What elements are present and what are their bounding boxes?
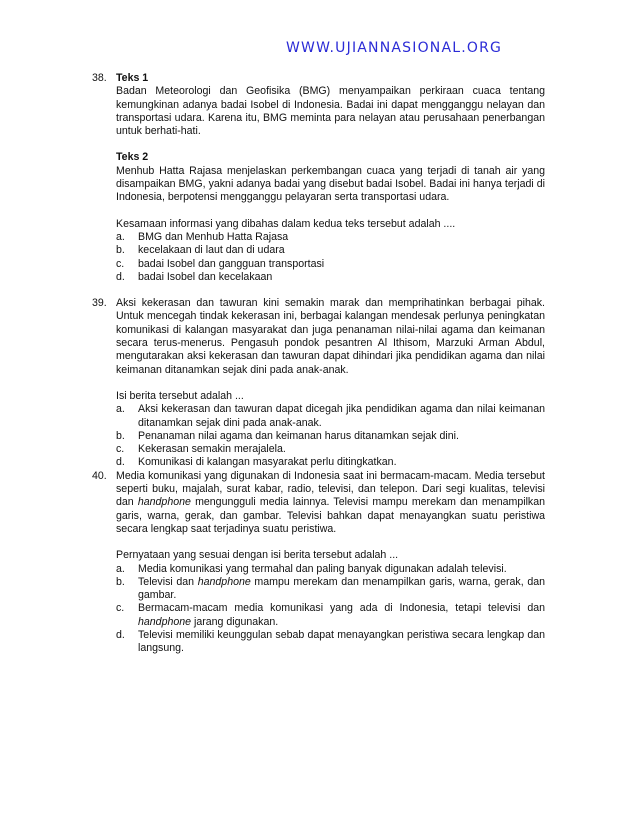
- question-text: Isi berita tersebut adalah ...: [116, 389, 244, 402]
- teks2-title: Teks 2: [116, 151, 149, 164]
- answer-options: [116, 403, 545, 469]
- news-body: [116, 470, 545, 536]
- option-text: Televisi memiliki keunggulan sebab dapat menayangkan peristiwa secara lengkap dan langsung.: [138, 628, 545, 655]
- option-text: Media komunikasi yang termahal dan paling banyak digunakan adalah televisi.: [138, 562, 507, 575]
- option-a[interactable]: [116, 403, 545, 430]
- option-letter: b.: [116, 244, 125, 257]
- site-url-header[interactable]: WWW.UJIANNASIONAL.ORG: [286, 40, 503, 56]
- question-number: 38.: [92, 72, 107, 84]
- option-letter: b.: [116, 429, 125, 442]
- question-39: [92, 297, 545, 470]
- option-d[interactable]: [116, 629, 545, 656]
- body-part2: mengungguli media lainnya. Televisi mampu merekam dan menampilkan garis, warna, gerak, dan gambar. Televisi bahkan dapat menayangkan suatu peristiwa secara lengkap saat terjadinya suatu peristiwa.: [116, 496, 545, 535]
- question-content: [92, 72, 545, 656]
- option-text: Penanaman nilai agama dan keimanan harus ditanamkan sejak dini.: [138, 429, 459, 442]
- question-text: Kesamaan informasi yang dibahas dalam kedua teks tersebut adalah ....: [116, 217, 456, 230]
- option-letter: d.: [116, 628, 125, 641]
- body-italic: handphone: [137, 496, 191, 509]
- teks2-body: Menhub Hatta Rajasa menjelaskan perkembangan cuaca yang terjadi di tanah air yang disampaikan BMG, yakni adanya badai yang disebut badai Isobel. Badai ini hanya terjadi di Indonesia, berpotensi mengganggu pelayaran serta transportasi udara.: [116, 164, 545, 204]
- option-text: Komunikasi di kalangan masyarakat perlu ditingkatkan.: [138, 456, 397, 469]
- option-text-post: jarang digunakan.: [191, 615, 279, 628]
- question-number: 39.: [92, 297, 107, 310]
- option-text-italic: handphone: [197, 575, 251, 588]
- option-text-pre: Televisi dan: [138, 575, 198, 588]
- option-d[interactable]: [116, 271, 545, 284]
- option-letter: a.: [116, 562, 125, 575]
- option-text: Aksi kekerasan dan tawuran dapat dicegah jika pendidikan agama dan nilai keimanan ditanamkan sejak dini pada anak-anak.: [138, 403, 545, 429]
- question-number: 40.: [92, 469, 107, 482]
- teks1-body: Badan Meteorologi dan Geofisika (BMG) menyampaikan perkiraan cuaca tentang kemungkinan adanya badai Isobel di Indonesia. Badai ini dapat mengganggu nelayan dan transportasi udara. Karena itu, BMG meminta para nelayan atau perusahaan penerbangan untuk berhati-hati.: [116, 85, 545, 138]
- option-letter: c.: [116, 257, 125, 270]
- option-text-pre: Bermacam-macam media komunikasi yang ada di Indonesia, tetapi televisi dan: [138, 602, 545, 615]
- option-d[interactable]: [116, 456, 545, 469]
- option-text-post: mampu merekam dan menampilkan garis, warna, gerak, dan gambar.: [138, 575, 545, 602]
- option-text: badai Isobel dan kecelakaan: [138, 270, 273, 283]
- option-c[interactable]: [116, 443, 545, 456]
- option-a[interactable]: [116, 231, 545, 244]
- option-letter: c.: [116, 443, 125, 456]
- option-c[interactable]: [116, 602, 545, 629]
- question-38: [92, 72, 545, 284]
- option-b[interactable]: [116, 576, 545, 603]
- option-text: badai Isobel dan gangguan transportasi: [138, 257, 325, 270]
- answer-options: [116, 231, 545, 284]
- option-letter: a.: [116, 230, 125, 243]
- option-letter: d.: [116, 456, 125, 469]
- answer-options: [116, 563, 545, 656]
- option-text-italic: handphone: [138, 615, 192, 628]
- question-40: [92, 470, 545, 656]
- option-text: Kekerasan semakin merajalela.: [138, 443, 286, 456]
- option-letter: d.: [116, 270, 125, 283]
- option-b[interactable]: [116, 244, 545, 257]
- option-letter: a.: [116, 403, 125, 416]
- teks1-title: Teks 1: [116, 72, 149, 84]
- option-letter: c.: [116, 602, 125, 615]
- option-a[interactable]: [116, 563, 545, 576]
- option-letter: b.: [116, 575, 125, 588]
- body-part1: Media komunikasi yang digunakan di Indonesia saat ini bermacam-macam. Media tersebut seperti buku, majalah, surat kabar, radio, televisi, dan telepon. Dari segi kualitas, televisi dan: [116, 469, 545, 509]
- option-text: kecelakaan di laut dan di udara: [138, 244, 285, 257]
- question-text: Pernyataan yang sesuai dengan isi berita tersebut adalah ...: [116, 549, 399, 562]
- option-b[interactable]: [116, 430, 545, 443]
- news-body: Aksi kekerasan dan tawuran kini semakin marak dan memprihatinkan berbagai pihak. Untuk mencegah tindak kekerasan ini, berbagai kalangan mendesak perlunya peningkatan komunikasi di kalangan masyarakat dan juga penanaman nilai-nilai agama dan keimanan secara terus-menerus. Pengasuh pondok pesantren Al Ithisom, Marzuki Arman Abdul, mengutarakan aksi kekerasan dan tawuran dapat dihindari jika pendidikan agama dan nilai keimanan ditanamkan sejak dini pada anak-anak.: [116, 297, 545, 376]
- option-c[interactable]: [116, 258, 545, 271]
- option-text: BMG dan Menhub Hatta Rajasa: [138, 230, 289, 243]
